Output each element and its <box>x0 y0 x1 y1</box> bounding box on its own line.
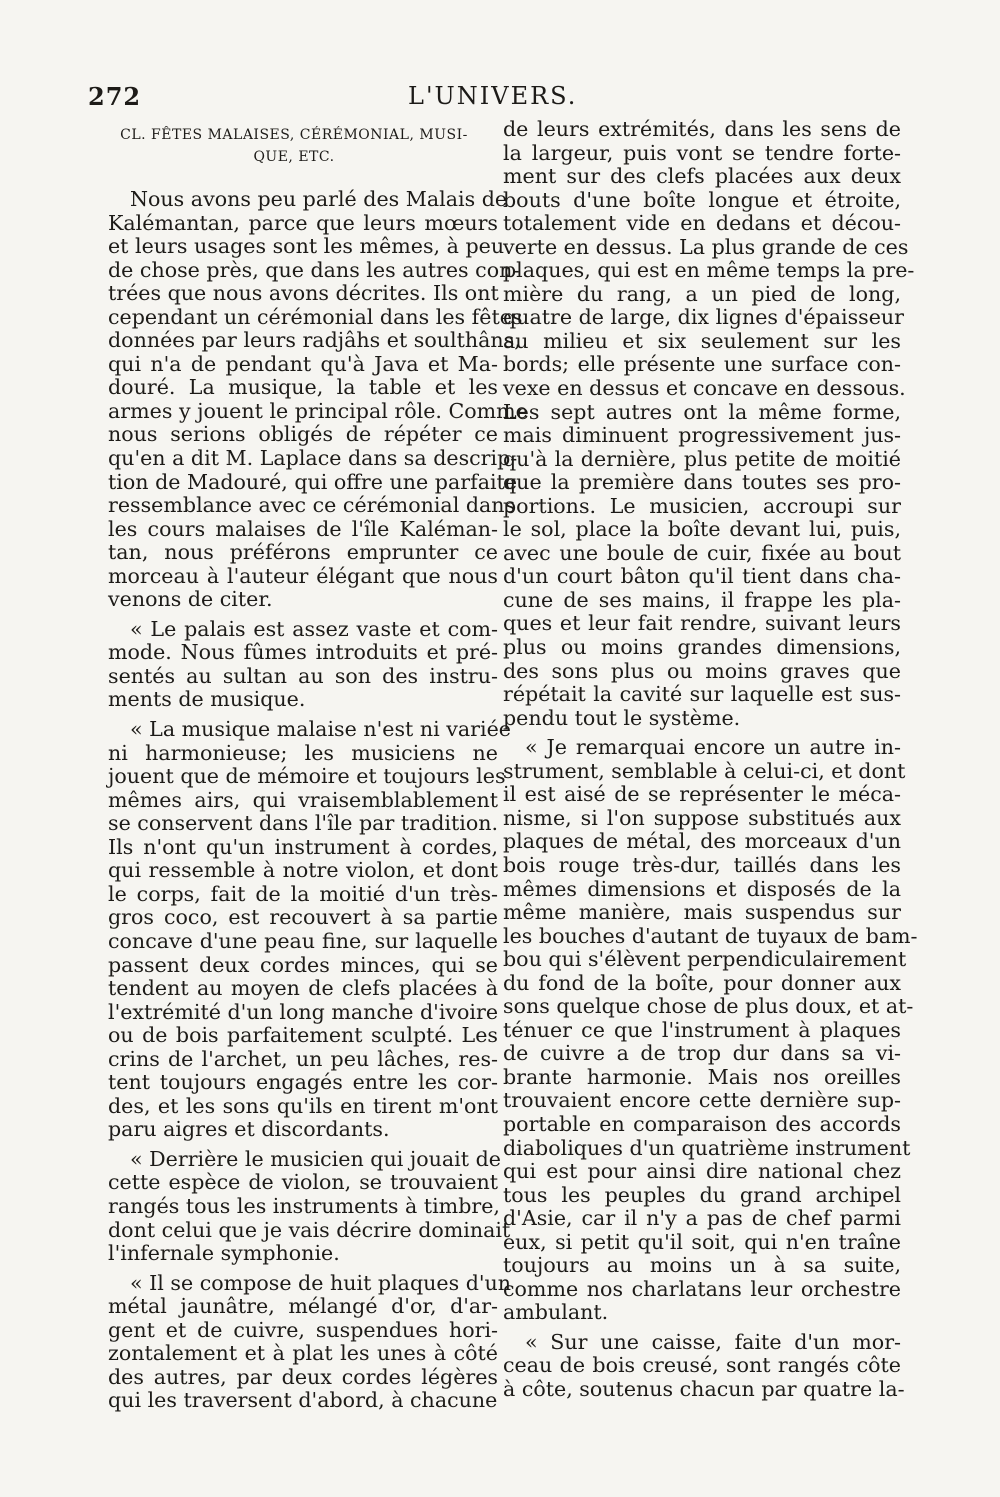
text-line: d'Asie, car il n'y a pas de chef parmi <box>503 1206 901 1231</box>
text-line: cune de ses mains, il frappe les pla- <box>503 587 901 612</box>
text-line: « Je remarquai encore un autre in- <box>525 735 901 760</box>
text-line: bois rouge très-dur, taillés dans les <box>503 852 901 877</box>
section-heading <box>90 124 498 168</box>
text-line: vexe en dessus et concave en dessous. <box>503 376 906 401</box>
text-line: métal jaunâtre, mélangé d'or, d'ar- <box>108 1294 498 1319</box>
text-line: au milieu et six seulement sur les <box>503 328 901 353</box>
text-line: « Sur une caisse, faite d'un mor- <box>525 1329 901 1354</box>
left-column <box>108 118 528 1413</box>
text-line: portions. Le musicien, accroupi sur <box>503 493 901 518</box>
paragraph <box>503 117 915 730</box>
text-line: gros coco, est recouvert à sa partie <box>108 905 498 930</box>
text-line: armes y jouent le principal rôle. Comme <box>108 398 528 423</box>
text-line: venons de citer. <box>108 587 273 612</box>
paragraph <box>108 717 511 1142</box>
text-line: pendu tout le système. <box>503 705 741 730</box>
text-line: tendent au moyen de clefs placées à <box>108 976 498 1001</box>
text-line: verte en dessus. La plus grande de ces <box>503 234 909 259</box>
text-line: concave d'une peau fine, sur laquelle <box>108 928 498 953</box>
text-line: tan, nous préférons emprunter ce <box>108 540 498 565</box>
text-line: mais diminuent progressivement jus- <box>503 423 901 448</box>
text-line: de leurs extrémités, dans les sens de <box>503 117 901 141</box>
text-line: la largeur, puis vont se tendre forte- <box>503 140 901 165</box>
text-line: Nous avons peu parlé des Malais de <box>130 187 508 211</box>
text-line: plaques de métal, des morceaux d'un <box>503 829 901 854</box>
text-line: Les sept autres ont la même forme, <box>503 399 901 424</box>
left-column-text <box>108 187 528 1413</box>
text-line: cependant un cérémonial dans les fêtes <box>108 304 523 329</box>
text-line: ténuer ce que l'instrument à plaques <box>503 1017 901 1042</box>
text-line: rangés tous les instruments à timbre, <box>108 1193 500 1218</box>
text-line: trées que nous avons décrites. Ils ont <box>108 281 499 306</box>
text-line: qu'à la dernière, plus petite de moitié <box>503 446 901 471</box>
text-line: qu'en a dit M. Laplace dans sa descrip- <box>108 446 518 471</box>
text-line: toujours au moins un à sa suite, <box>503 1253 901 1278</box>
text-line: l'extrémité d'un long manche d'ivoire <box>108 999 499 1024</box>
paragraph <box>503 735 918 1325</box>
text-line: qui n'a de pendant qu'à Java et Ma- <box>108 351 498 376</box>
text-line: Kalémantan, parce que leurs mœurs <box>108 210 498 235</box>
text-line: mêmes airs, qui vraisemblablement <box>108 787 498 812</box>
text-line: bou qui s'élèvent perpendiculairement <box>503 947 907 972</box>
text-line: que la première dans toutes ses pro- <box>503 470 901 495</box>
text-line: de chose près, que dans les autres con- <box>108 257 520 282</box>
text-line: paru aigres et discordants. <box>108 1117 390 1142</box>
text-line: diaboliques d'un quatrième instrument <box>503 1135 911 1160</box>
text-line: à côte, soutenus chacun par quatre la- <box>503 1376 905 1401</box>
text-line: tent toujours engagés entre les cor- <box>108 1070 498 1095</box>
text-line: ambulant. <box>503 1300 609 1325</box>
text-line: ceau de bois creusé, sont rangés côte <box>503 1353 901 1378</box>
text-line: ni harmonieuse; les musiciens ne <box>108 740 498 765</box>
text-line: sentés au sultan au son des instru- <box>108 663 498 688</box>
text-line: plaques, qui est en même temps la pre- <box>503 258 915 283</box>
text-line: totalement vide en dedans et décou- <box>503 211 901 236</box>
paragraph <box>108 618 498 712</box>
text-line: nisme, si l'on suppose substitués aux <box>503 805 901 830</box>
text-line: dont celui que je vais décrire dominait <box>108 1217 511 1242</box>
text-line: Ils n'ont qu'un instrument à cordes, <box>108 834 498 859</box>
text-line: plus ou moins grandes dimensions, <box>503 635 901 660</box>
text-line: strument, semblable à celui-ci, et dont <box>503 758 906 783</box>
text-line: tous les peuples du grand archipel <box>503 1182 901 1207</box>
heading-line: QUE, ETC. <box>253 149 335 165</box>
text-line: le corps, fait de la moitié d'un très- <box>108 881 498 906</box>
text-line: et leurs usages sont les mêmes, à peu <box>108 234 505 259</box>
text-line: « Le palais est assez vaste et com- <box>130 616 498 641</box>
text-line: qui les traversent d'abord, à chacune <box>108 1388 498 1413</box>
text-line: morceau à l'auteur élégant que nous <box>108 563 498 588</box>
heading-line: CL. FÊTES MALAISES, CÉRÉMONIAL, MUSI- <box>120 127 468 143</box>
text-line: brante harmonie. Mais nos oreilles <box>503 1064 901 1089</box>
running-head: L'UNIVERS. <box>408 82 578 110</box>
text-line: des autres, par deux cordes légères <box>108 1364 498 1389</box>
text-line: d'un court bâton qu'il tient dans cha- <box>503 564 901 589</box>
text-line: bouts d'une boîte longue et étroite, <box>503 187 901 212</box>
text-line: quatre de large, dix lignes d'épaisseur <box>503 305 905 330</box>
text-line: cette espèce de violon, se trouvaient <box>108 1170 498 1195</box>
text-line: portable en comparaison des accords <box>503 1111 901 1136</box>
text-line: l'infernale symphonie. <box>108 1241 340 1266</box>
text-line: mode. Nous fûmes introduits et pré- <box>108 640 498 665</box>
text-line: eux, si petit qu'il soit, qui n'en traîne <box>503 1229 901 1254</box>
text-line: ments de musique. <box>108 687 306 712</box>
text-line: douré. La musique, la table et les <box>108 375 498 400</box>
text-line: répétait la cavité sur laquelle est sus- <box>503 682 901 707</box>
paragraph <box>108 1146 511 1266</box>
text-line: avec une boule de cuir, fixée au bout <box>503 540 901 565</box>
text-line: tion de Madouré, qui offre une parfaite <box>108 469 518 494</box>
text-line: jouent que de mémoire et toujours les <box>108 764 506 789</box>
right-column-text <box>503 117 918 1402</box>
text-line: zontalement et à plat les unes à côté <box>108 1341 498 1366</box>
text-line: qui est pour ainsi dire national chez <box>503 1159 901 1184</box>
paragraph <box>108 187 528 612</box>
text-line: sons quelque chose de plus doux, et at- <box>503 994 914 1019</box>
text-line: du fond de la boîte, pour donner aux <box>503 970 901 995</box>
text-line: mière du rang, a un pied de long, <box>503 281 901 306</box>
text-line: les cours malaises de l'île Kaléman- <box>108 516 498 541</box>
text-line: passent deux cordes minces, qui se <box>108 952 498 977</box>
paragraph <box>503 1329 905 1402</box>
text-line: les bouches d'autant de tuyaux de bam- <box>503 923 918 948</box>
paragraph <box>108 1270 512 1413</box>
text-line: trouvaient encore cette dernière sup- <box>503 1088 901 1113</box>
text-line: nous serions obligés de répéter ce <box>108 422 498 447</box>
text-line: il est aisé de se représenter le méca- <box>503 782 901 807</box>
text-line: comme nos charlatans leur orchestre <box>503 1276 901 1301</box>
text-line: mêmes dimensions et disposés de la <box>503 876 901 901</box>
text-line: ou de bois parfaitement sculpté. Les <box>108 1023 498 1048</box>
text-line: crins de l'archet, un peu lâches, res- <box>108 1046 498 1071</box>
text-line: se conservent dans l'île par tradition. <box>108 811 499 836</box>
text-line: ment sur des clefs placées aux deux <box>503 164 901 189</box>
text-line: même manière, mais suspendus sur <box>503 900 901 925</box>
text-line: des, et les sons qu'ils en tirent m'ont <box>108 1093 498 1118</box>
text-line: des sons plus ou moins graves que <box>503 658 901 683</box>
text-line: gent et de cuivre, suspendues hori- <box>108 1317 498 1342</box>
text-line: qui ressemble à notre violon, et dont <box>108 858 498 883</box>
text-line: ressemblance avec ce cérémonial dans <box>108 493 516 518</box>
text-line: « Il se compose de huit plaques d'un <box>130 1270 512 1295</box>
text-line: ques et leur fait rendre, suivant leurs <box>503 611 901 636</box>
page-number: 272 <box>88 82 142 111</box>
text-line: le sol, place la boîte devant lui, puis, <box>503 517 901 542</box>
text-line: « Derrière le musicien qui jouait de <box>130 1146 501 1171</box>
text-line: bords; elle présente une surface con- <box>503 352 901 377</box>
text-line: de cuivre a de trop dur dans sa vi- <box>503 1041 901 1066</box>
right-column <box>503 117 918 1402</box>
text-line: données par leurs radjâhs et soulthâns, <box>108 328 521 353</box>
text-line: « La musique malaise n'est ni variée <box>130 717 511 742</box>
